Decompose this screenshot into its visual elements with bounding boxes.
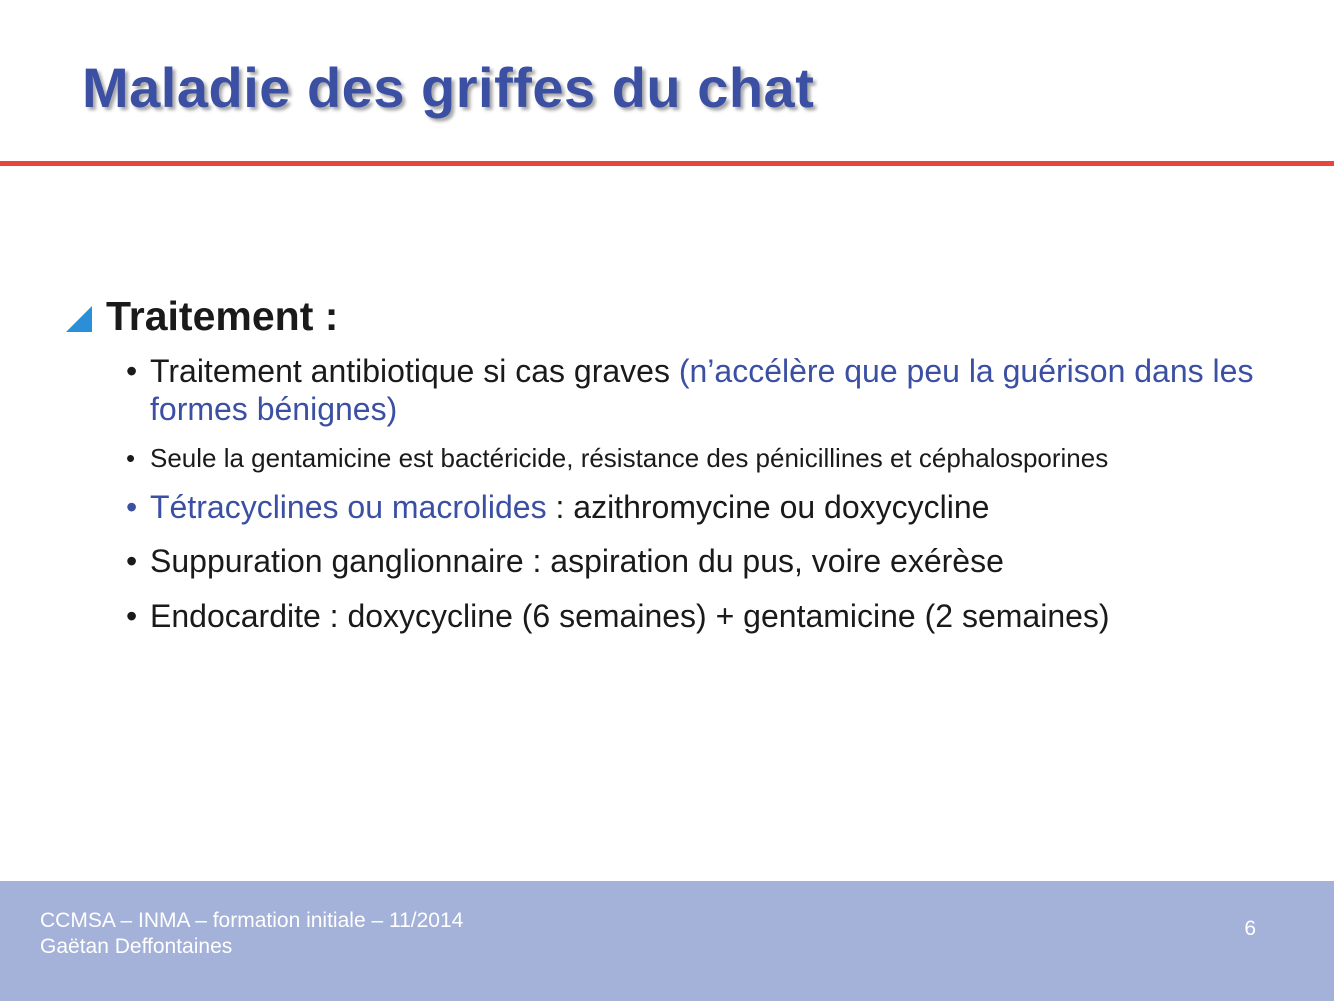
bullet-dot: • bbox=[126, 443, 136, 473]
section-traitement bbox=[66, 290, 1286, 634]
bullet-item bbox=[126, 442, 1256, 474]
bullet-text-highlight: Tétracyclines ou macrolides bbox=[150, 489, 547, 525]
bullet-text: : azithromycine ou doxycycline bbox=[546, 489, 990, 525]
bullet-list bbox=[126, 352, 1256, 635]
footer-course-info: CCMSA – INMA – formation initiale – 11/2014 bbox=[40, 909, 464, 932]
bullet-item bbox=[126, 352, 1256, 428]
bullet-dot: • bbox=[126, 598, 138, 634]
footer-author: Gaëtan Deffontaines bbox=[40, 935, 233, 958]
bullet-dot: • bbox=[126, 353, 138, 389]
bullet-text: Suppuration ganglionnaire : aspiration du pus, voire exérèse bbox=[150, 543, 1004, 579]
section-title: Traitement : bbox=[106, 292, 339, 339]
bullet-dot: • bbox=[126, 489, 138, 525]
title-divider bbox=[0, 161, 1334, 166]
bullet-text: Seule la gentamicine est bactéricide, résistance des pénicillines et céphalosporines bbox=[150, 443, 1109, 473]
triangle-bullet-icon bbox=[66, 306, 92, 332]
bullet-text: Traitement antibiotique si cas graves bbox=[150, 353, 679, 389]
bullet-item bbox=[126, 542, 1256, 580]
section-heading bbox=[66, 290, 1286, 342]
page-number: 6 bbox=[1244, 917, 1256, 940]
footer-bar bbox=[0, 881, 1334, 1001]
bullet-dot: • bbox=[126, 543, 138, 579]
bullet-item bbox=[126, 488, 1256, 526]
bullet-text: Endocardite : doxycycline (6 semaines) + gentamicine (2 semaines) bbox=[150, 598, 1110, 634]
bullet-text-highlight: (n’accélère que peu la guérison dans les formes bénignes) bbox=[150, 353, 1254, 427]
bullet-item bbox=[126, 597, 1256, 635]
slide-title: Maladie des griffes du chat bbox=[82, 56, 815, 119]
